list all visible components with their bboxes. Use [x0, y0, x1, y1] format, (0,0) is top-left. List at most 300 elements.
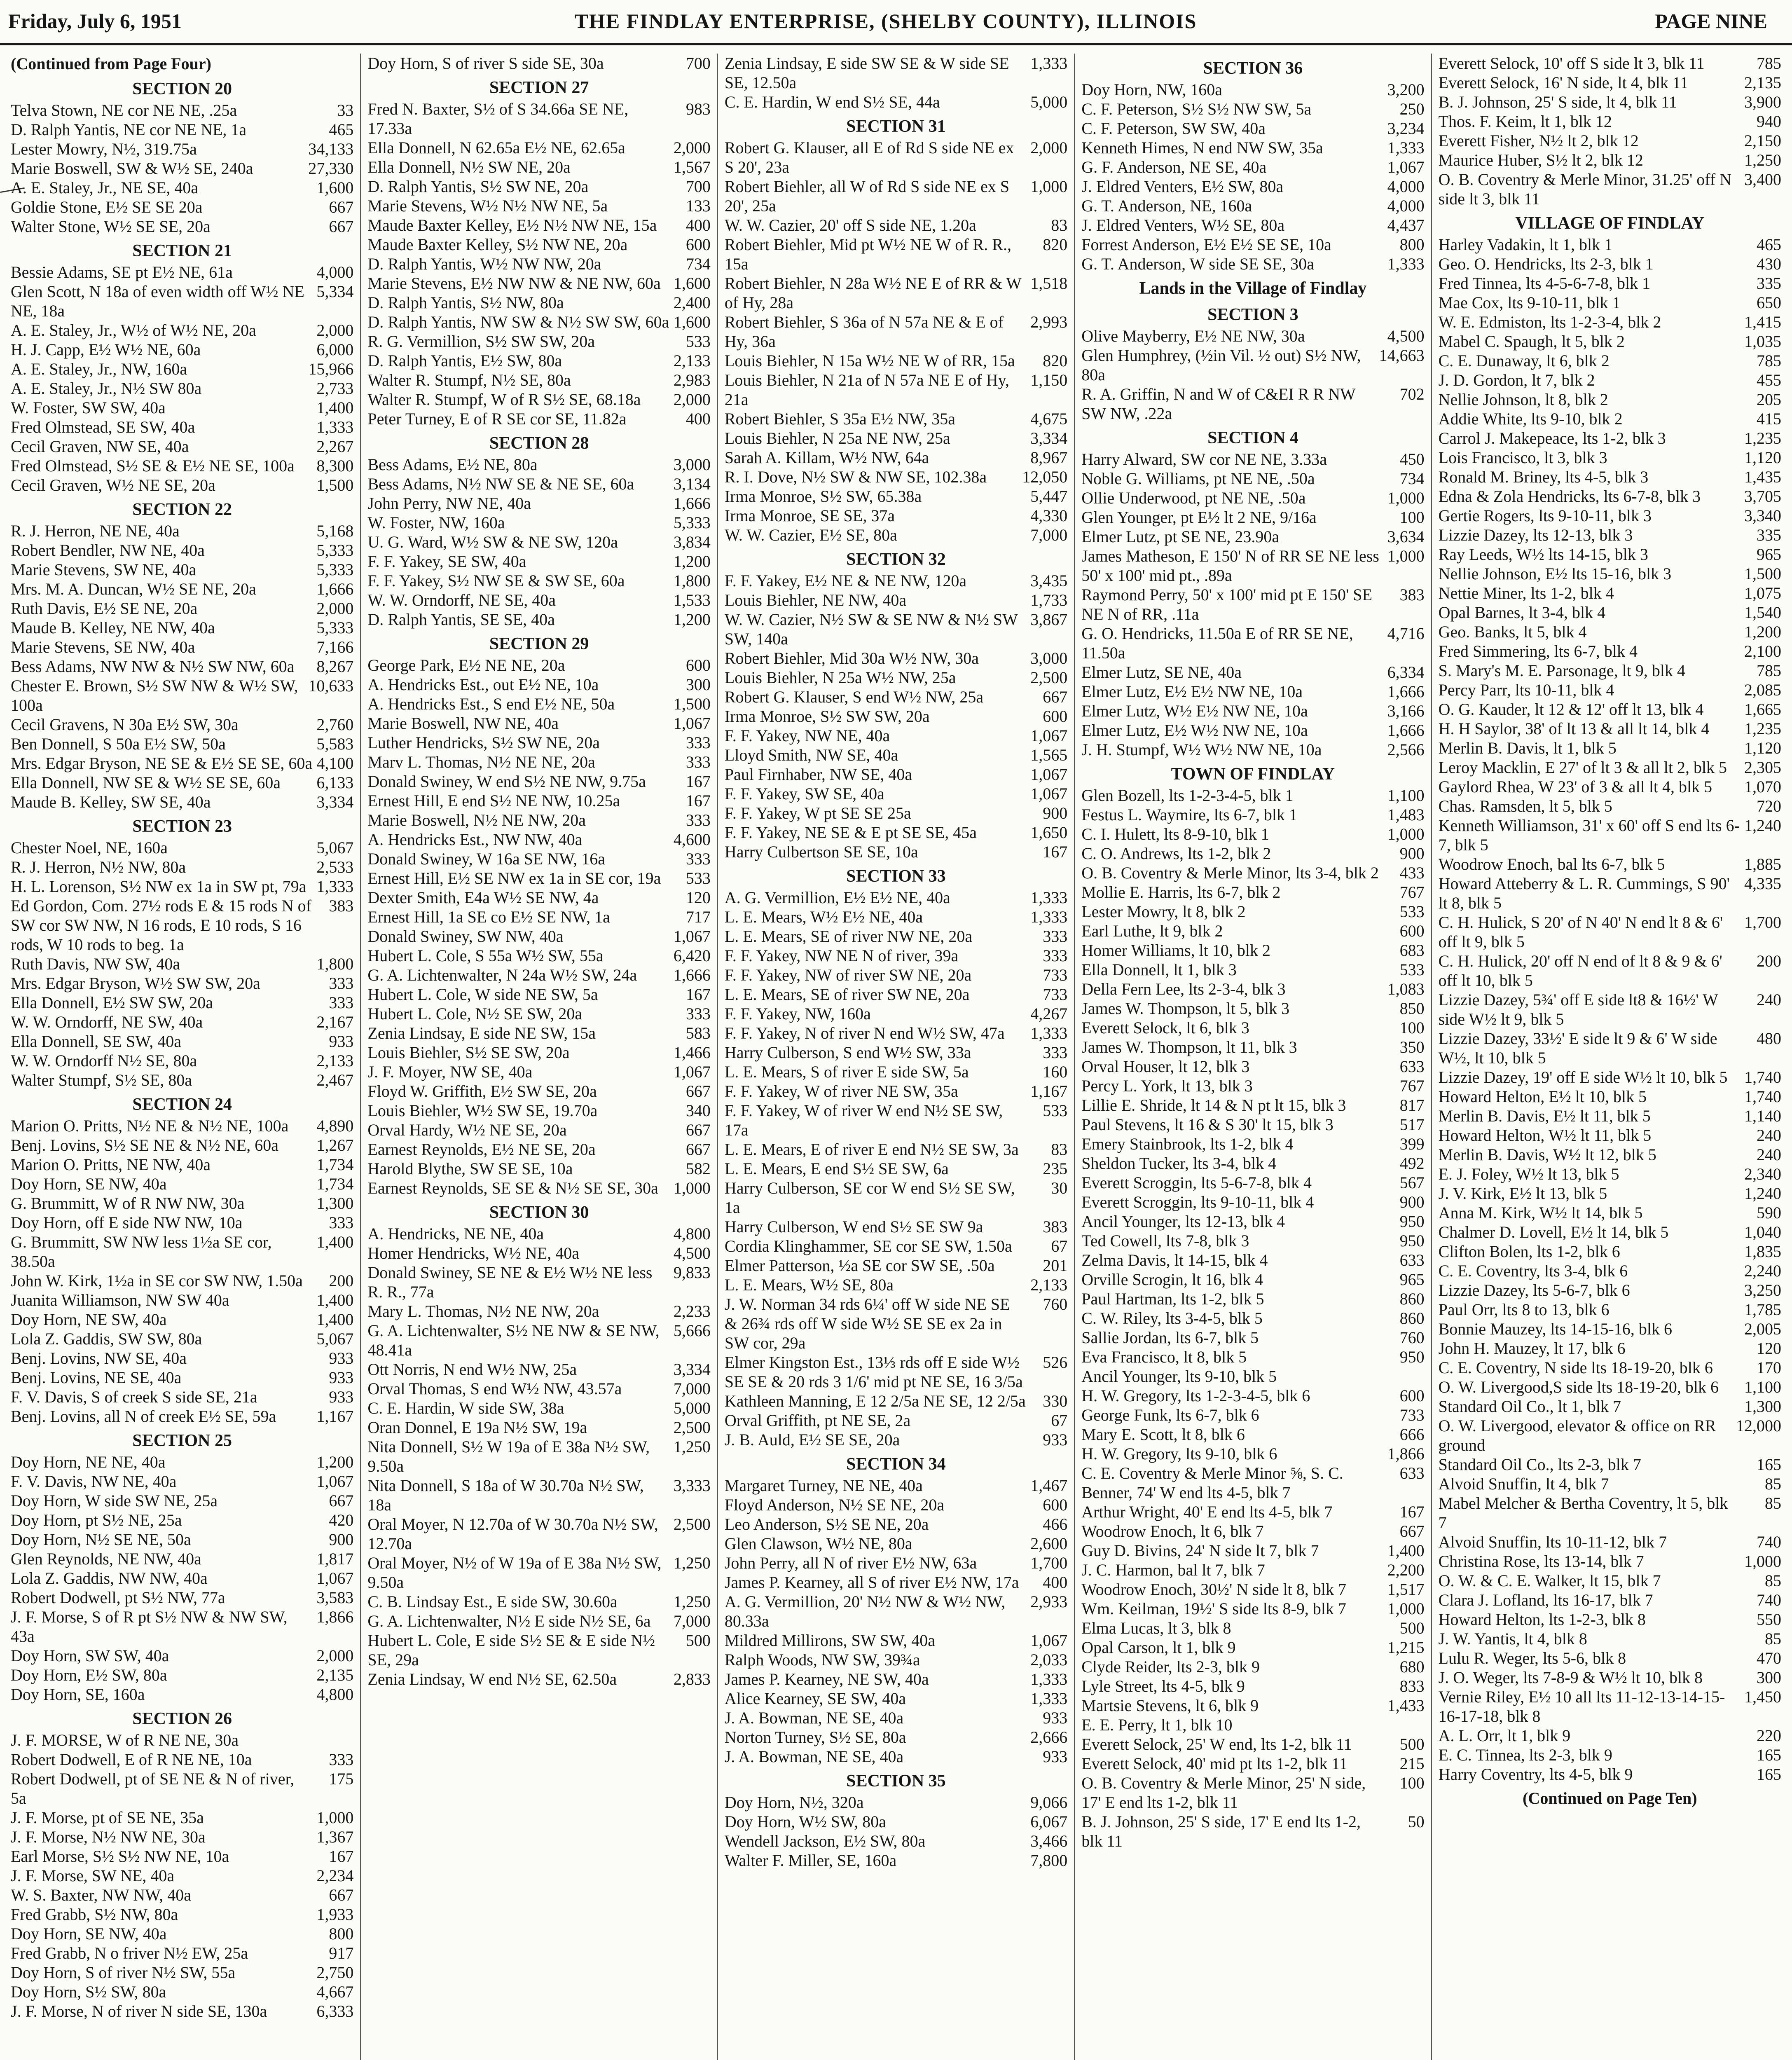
- entry-value: 1,333: [1030, 54, 1068, 73]
- property-entry: [1081, 1696, 1424, 1715]
- entry-description: Marie Stevens, SW NE, 40a: [11, 560, 197, 579]
- entry-value: 480: [1757, 1029, 1782, 1048]
- entry-description: Guy D. Bivins, 24' N side lt 7, blk 7: [1081, 1541, 1319, 1560]
- entry-description: Donald Swiney, W 16a SE NW, 16a: [367, 850, 606, 868]
- entry-value: 2,135: [1744, 73, 1782, 92]
- entry-description: Zelma Davis, lt 14-15, blk 4: [1081, 1251, 1268, 1269]
- entry-value: 2,833: [673, 1670, 711, 1688]
- entry-value: 333: [329, 974, 354, 993]
- entry-description: Lizzie Dazey, 19' off E side W½ lt 10, blk 5: [1438, 1068, 1728, 1086]
- property-entry: [725, 1476, 1067, 1495]
- property-entry: [11, 1348, 353, 1368]
- entry-value: 4,800: [316, 1685, 354, 1704]
- entry-description: E. J. Foley, W½ lt 13, blk 5: [1438, 1165, 1619, 1183]
- entry-value: 167: [1399, 1503, 1425, 1521]
- entry-description: John H. Mauzey, lt 17, blk 6: [1438, 1339, 1626, 1358]
- entry-value: 2,267: [316, 437, 354, 456]
- entry-value: 1,866: [316, 1608, 354, 1626]
- entry-description: U. G. Ward, W½ SW & NE SW, 120a: [367, 533, 618, 551]
- entry-value: 583: [685, 1024, 711, 1042]
- entry-value: 533: [685, 869, 711, 887]
- entry-description: Cecil Graven, NW SE, 40a: [11, 437, 189, 456]
- entry-value: 7,166: [316, 638, 354, 656]
- property-entry: [1439, 816, 1781, 854]
- entry-description: Robert Biehler, N 28a W½ NE E of RR & W of Hy, 28a: [724, 274, 1022, 312]
- entry-description: J. F. Moyer, NW SE, 40a: [367, 1063, 533, 1081]
- entry-value: 8,967: [1030, 448, 1068, 467]
- property-entry: [1439, 274, 1781, 293]
- entry-value: 250: [1399, 100, 1425, 118]
- property-entry: [1081, 1115, 1424, 1134]
- entry-description: Harry Culbertson SE SE, 10a: [724, 843, 918, 861]
- entry-value: 10,633: [308, 677, 354, 695]
- entry-description: Everett Fisher, N½ lt 2, blk 12: [1438, 131, 1639, 150]
- entry-description: Maurice Huber, S½ lt 2, blk 12: [1438, 151, 1643, 169]
- section-heading: SECTION 28: [489, 434, 589, 453]
- entry-description: Raymond Perry, 50' x 100' mid pt E 150' SE NE N of RR, .11a: [1081, 585, 1372, 623]
- property-entry: [1081, 1773, 1424, 1812]
- entry-description: Louis Biehler, N 25a W½ NW, 25a: [724, 668, 956, 687]
- entry-description: R. I. Dove, N½ SW & NW SE, 102.38a: [724, 468, 987, 486]
- page-header: [0, 0, 1792, 45]
- entry-value: 4,437: [1387, 216, 1425, 234]
- property-entry: [1081, 979, 1424, 999]
- entry-value: 7,000: [1030, 526, 1068, 544]
- property-entry: [367, 1398, 710, 1418]
- entry-value: 600: [1399, 922, 1425, 940]
- property-entry: [11, 1032, 353, 1051]
- property-entry: [367, 177, 710, 196]
- entry-value: 1,333: [1030, 1670, 1068, 1688]
- entry-value: 9,833: [673, 1263, 711, 1282]
- property-entry: [11, 1116, 353, 1135]
- entry-description: J. A. Bowman, NE SE, 40a: [724, 1709, 904, 1727]
- property-entry: [11, 1665, 353, 1685]
- property-entry: [725, 487, 1067, 506]
- entry-description: Doy Horn, pt S½ NE, 25a: [11, 1511, 182, 1529]
- entry-description: Elmer Lutz, E½ E½ NW NE, 10a: [1081, 682, 1303, 701]
- entry-value: 1,885: [1744, 855, 1782, 873]
- entry-value: 1,333: [1387, 255, 1425, 273]
- entry-value: 4,716: [1387, 624, 1425, 643]
- property-entry: [1081, 99, 1424, 119]
- entry-description: C. F. Peterson, SW SW, 40a: [1081, 119, 1266, 138]
- entry-description: Thos. F. Keim, lt 1, blk 12: [1438, 112, 1612, 131]
- property-entry: [725, 409, 1067, 428]
- entry-value: 850: [1399, 999, 1425, 1018]
- entry-value: 740: [1757, 1591, 1782, 1609]
- column-1: [4, 54, 361, 2060]
- property-entry: [725, 525, 1067, 545]
- entry-description: Eva Francisco, lt 8, blk 5: [1081, 1348, 1247, 1366]
- entry-description: Opal Carson, lt 1, blk 9: [1081, 1638, 1236, 1657]
- property-entry: [367, 215, 710, 235]
- entry-value: 85: [1765, 1629, 1782, 1648]
- continued-from-note: (Continued from Page Four): [11, 54, 211, 73]
- entry-value: 2,240: [1744, 1262, 1782, 1280]
- entry-value: 85: [1765, 1494, 1782, 1512]
- entry-description: Gertie Rogers, lts 9-10-11, blk 3: [1438, 506, 1652, 525]
- entry-value: 12,000: [1736, 1416, 1782, 1435]
- entry-value: 6,133: [316, 773, 354, 792]
- entry-description: S. Mary's M. E. Parsonage, lt 9, blk 4: [1438, 661, 1686, 680]
- entry-description: Paul Firnhaber, NW SE, 40a: [724, 765, 912, 784]
- entry-value: 333: [329, 993, 354, 1012]
- entry-description: R. J. Herron, NE NE, 40a: [11, 522, 180, 540]
- property-entry: [1081, 80, 1424, 99]
- entry-description: Marie Stevens, W½ N½ NW NE, 5a: [367, 197, 608, 215]
- property-entry: [725, 707, 1067, 726]
- entry-value: 200: [329, 1271, 354, 1290]
- property-entry: [367, 1023, 710, 1043]
- property-entry: [11, 359, 353, 379]
- entry-value: 2,000: [1030, 138, 1068, 157]
- entry-value: 7,800: [1030, 1851, 1068, 1870]
- entry-description: James W. Thompson, lt 5, blk 3: [1081, 999, 1290, 1018]
- property-entry: [11, 321, 353, 340]
- property-entry: [1439, 351, 1781, 370]
- entry-description: Wendell Jackson, E½ SW, 80a: [724, 1832, 926, 1850]
- entry-value: 567: [1399, 1173, 1425, 1192]
- entry-description: Walter Stumpf, S½ SE, 80a: [11, 1071, 192, 1089]
- property-entry: [1081, 1154, 1424, 1173]
- entry-description: E. E. Perry, lt 1, blk 10: [1081, 1716, 1233, 1734]
- entry-description: F. F. Yakey, NW NE N of river, 39a: [724, 946, 959, 965]
- entry-description: G. Brummitt, SW NW less 1½a SE cor, 38.50a: [11, 1233, 272, 1271]
- entry-description: Fred N. Baxter, S½ of S 34.66a SE NE, 17.33a: [367, 100, 629, 138]
- entry-value: 415: [1757, 410, 1782, 428]
- entry-description: Benj. Lovins, S½ SE NE & N½ NE, 60a: [11, 1136, 278, 1154]
- entry-value: 1,200: [673, 610, 711, 629]
- entry-value: 240: [1757, 1145, 1782, 1164]
- property-entry: [725, 985, 1067, 1004]
- entry-description: Forrest Anderson, E½ E½ SE SE, 10a: [1081, 235, 1331, 254]
- property-entry: [1081, 1192, 1424, 1212]
- entry-description: F. F. Yakey, E½ NE & NE NW, 120a: [724, 571, 967, 590]
- entry-description: Martsie Stevens, lt 6, blk 9: [1081, 1696, 1259, 1715]
- entry-value: 1,067: [316, 1569, 354, 1587]
- section-heading: SECTION 26: [132, 1709, 232, 1728]
- entry-description: Howard Helton, lts 1-2-3, blk 8: [1438, 1610, 1646, 1629]
- entry-description: Harry Culberson, S end W½ SW, 33a: [724, 1043, 971, 1062]
- entry-description: Mary E. Scott, lt 8, blk 6: [1081, 1425, 1245, 1444]
- property-entry: [367, 1302, 710, 1321]
- entry-description: J. Eldred Venters, W½ SE, 80a: [1081, 216, 1285, 234]
- property-entry: [725, 745, 1067, 765]
- property-entry: [725, 1217, 1067, 1236]
- property-entry: [1081, 1289, 1424, 1309]
- property-entry: [725, 1295, 1067, 1353]
- entry-description: Margaret Turney, NE NE, 40a: [724, 1476, 923, 1495]
- entry-description: Sarah A. Killam, W½ NW, 64a: [724, 448, 929, 467]
- entry-value: 1,785: [1744, 1300, 1782, 1319]
- property-entry: [367, 985, 710, 1004]
- entry-value: 1,600: [673, 274, 711, 293]
- entry-value: 1,567: [673, 158, 711, 176]
- entry-value: 900: [1043, 804, 1068, 822]
- entry-description: W. W. Cazier, N½ SW & SE NW & N½ SW SW, 140a: [724, 610, 1018, 648]
- property-entry: [11, 792, 353, 812]
- entry-value: 1,250: [673, 1592, 711, 1611]
- entry-value: 1,000: [1387, 1599, 1425, 1618]
- property-entry: [1081, 196, 1424, 215]
- property-entry: [367, 513, 710, 532]
- entry-value: 4,600: [673, 830, 711, 849]
- entry-value: 465: [1757, 235, 1782, 254]
- entry-description: H. W. Gregory, lts 9-10, blk 6: [1081, 1444, 1277, 1463]
- entry-value: 3,634: [1387, 527, 1425, 546]
- entry-description: Irma Monroe, S½ SW, 65.38a: [724, 487, 922, 506]
- entry-value: 1,040: [1744, 1223, 1782, 1241]
- entry-value: 2,500: [1030, 668, 1068, 687]
- property-entry: [1439, 1726, 1781, 1745]
- entry-description: D. Ralph Yantis, NE cor NE NE, 1a: [11, 120, 247, 139]
- property-entry: [1439, 1494, 1781, 1532]
- entry-value: 333: [329, 1213, 354, 1232]
- entry-description: O. B. Coventry & Merle Minor, 31.25' off N side lt 3, blk 11: [1438, 170, 1732, 208]
- property-entry: [1081, 1057, 1424, 1076]
- entry-value: 1,000: [1387, 489, 1425, 507]
- entry-description: B. J. Johnson, 25' S side, 17' E end lts 1-2, blk 11: [1081, 1812, 1361, 1850]
- property-entry: [725, 726, 1067, 745]
- entry-description: C. W. Riley, lts 3-4-5, blk 5: [1081, 1309, 1263, 1327]
- property-entry: [725, 1708, 1067, 1728]
- property-entry: [367, 351, 710, 370]
- property-entry: [725, 54, 1067, 92]
- entry-description: Ruth Davis, E½ SE NE, 20a: [11, 599, 198, 618]
- entry-description: Ed Gordon, Com. 27½ rods E & 15 rods N of SW cor SW NW, N 16 rods, E 10 rods, S 16 rods, W 10 rods to beg. 1a: [11, 897, 311, 954]
- entry-value: 717: [685, 908, 711, 926]
- property-entry: [11, 541, 353, 560]
- entry-description: Mollie E. Harris, lts 6-7, blk 2: [1081, 883, 1281, 901]
- entry-value: 1,240: [1744, 816, 1782, 835]
- entry-description: Mabel Melcher & Bertha Coventry, lt 5, blk 7: [1438, 1494, 1728, 1532]
- entry-description: Lulu R. Weger, lts 5-6, blk 8: [1438, 1649, 1626, 1667]
- entry-value: 433: [1399, 864, 1425, 882]
- property-entry: [367, 293, 710, 312]
- property-entry: [725, 1062, 1067, 1082]
- entry-description: Della Fern Lee, lts 2-3-4, blk 3: [1081, 980, 1286, 998]
- property-entry: [1081, 863, 1424, 883]
- entry-value: 1,067: [673, 1063, 711, 1081]
- property-entry: [1439, 913, 1781, 951]
- property-entry: [1439, 92, 1781, 112]
- entry-description: J. H. Stumpf, W½ W½ NW NE, 10a: [1081, 740, 1322, 759]
- property-entry: [1081, 384, 1424, 423]
- entry-description: Doy Horn, SE, 160a: [11, 1685, 145, 1704]
- property-entry: [725, 1236, 1067, 1256]
- entry-value: 2,000: [673, 138, 711, 157]
- entry-description: Chas. Ramsden, lt 5, blk 5: [1438, 797, 1612, 815]
- entry-value: 950: [1399, 1231, 1425, 1250]
- entry-value: 100: [1399, 1018, 1425, 1037]
- entry-value: 667: [1043, 688, 1068, 706]
- entry-description: Irma Monroe, SE SE, 37a: [724, 506, 895, 525]
- entry-description: Ernest Hill, E end S½ NE NW, 10.25a: [367, 791, 620, 810]
- property-entry: [1439, 758, 1781, 777]
- entry-value: 500: [1399, 1619, 1425, 1637]
- entry-value: 3,867: [1030, 610, 1068, 629]
- entry-description: Ella Donnell, N 62.65a E½ NE, 62.65a: [367, 138, 625, 157]
- entry-description: Hubert L. Cole, N½ SE SW, 20a: [367, 1004, 583, 1023]
- property-entry: [367, 138, 710, 157]
- entry-description: Benj. Lovins, all N of creek E½ SE, 59a: [11, 1407, 276, 1426]
- entry-value: 27,330: [308, 159, 354, 178]
- entry-value: 2,200: [1387, 1561, 1425, 1579]
- property-entry: [1439, 1203, 1781, 1222]
- entry-value: 9,066: [1030, 1793, 1068, 1812]
- property-entry: [1439, 1300, 1781, 1319]
- page-number: PAGE NINE: [1655, 9, 1767, 33]
- entry-description: Bess Adams, N½ NW SE & NE SE, 60a: [367, 475, 634, 493]
- property-entry: [725, 1553, 1067, 1573]
- entry-value: 201: [1043, 1256, 1068, 1275]
- entry-value: 215: [1399, 1754, 1425, 1773]
- entry-value: 1,740: [1744, 1068, 1782, 1086]
- property-entry: [1439, 487, 1781, 506]
- property-entry: [367, 157, 710, 177]
- entry-description: C. E. Coventry & Merle Minor ⅝, S. C. Benner, 74' W end lts 4-5, blk 7: [1081, 1464, 1343, 1502]
- property-entry: [1081, 1638, 1424, 1657]
- property-entry: [367, 332, 710, 351]
- entry-description: G. T. Anderson, NE, 160a: [1081, 197, 1252, 215]
- property-entry: [11, 1730, 353, 1750]
- property-entry: [1081, 546, 1424, 585]
- entry-value: 83: [1051, 216, 1068, 234]
- property-entry: [11, 1012, 353, 1032]
- property-entry: [1439, 777, 1781, 796]
- entry-description: D. Ralph Yantis, SE SE, 40a: [367, 610, 555, 629]
- property-entry: [11, 1530, 353, 1549]
- entry-description: F. F. Yakey, S½ NW SE & SW SE, 60a: [367, 571, 625, 590]
- entry-value: 680: [1399, 1657, 1425, 1676]
- entry-description: Marion O. Pritts, N½ NE & N½ NE, 100a: [11, 1117, 289, 1135]
- property-entry: [11, 1510, 353, 1530]
- entry-value: 4,000: [1387, 197, 1425, 215]
- entry-value: 3,200: [1387, 80, 1425, 99]
- entry-value: 67: [1051, 1411, 1068, 1430]
- property-entry: [1081, 119, 1424, 138]
- entry-description: Peter Turney, E of R SE cor SE, 11.82a: [367, 410, 627, 428]
- entry-description: Doy Horn, SE NW, 40a: [11, 1924, 167, 1943]
- property-entry: [367, 1592, 710, 1611]
- entry-description: Elma Lucas, lt 3, blk 8: [1081, 1619, 1231, 1637]
- entry-value: 2,666: [1030, 1728, 1068, 1746]
- entry-value: 5,067: [316, 838, 354, 857]
- property-entry: [1439, 1397, 1781, 1416]
- entry-value: 533: [1399, 902, 1425, 921]
- property-entry: [1081, 1502, 1424, 1522]
- entry-value: 4,000: [1387, 177, 1425, 196]
- property-entry: [1081, 844, 1424, 863]
- property-entry: [1081, 1347, 1424, 1367]
- entry-description: Zenia Lindsay, E side SW SE & W side SE SE, 12.50a: [724, 54, 1009, 92]
- entry-value: 383: [329, 897, 354, 915]
- entry-description: Louis Biehler, NE NW, 40a: [724, 591, 907, 609]
- entry-description: Cordia Klinghammer, SE cor SE SW, 1.50a: [724, 1237, 1012, 1255]
- entry-value: 3,400: [1744, 170, 1782, 189]
- entry-description: James Matheson, E 150' N of RR SE NE less 50' x 100' mid pt., .89a: [1081, 547, 1379, 585]
- property-entry: [1081, 1076, 1424, 1096]
- entry-description: J. O. Weger, lts 7-8-9 & W½ lt 10, blk 8: [1438, 1668, 1703, 1687]
- property-entry: [725, 1728, 1067, 1747]
- entry-description: R. J. Herron, N½ NW, 80a: [11, 858, 186, 876]
- property-entry: [1439, 874, 1781, 913]
- entry-description: C. E. Coventry, lts 3-4, blk 6: [1438, 1262, 1628, 1280]
- entry-description: Dexter Smith, E4a W½ SE NW, 4a: [367, 888, 599, 907]
- entry-value: 940: [1757, 112, 1782, 131]
- property-entry: [367, 474, 710, 494]
- property-entry: [1081, 1367, 1424, 1386]
- entry-value: 517: [1399, 1115, 1425, 1134]
- property-entry: [725, 1430, 1067, 1449]
- entry-description: W. W. Orndorff N½ SE, 80a: [11, 1051, 197, 1070]
- property-entry: [11, 1329, 353, 1348]
- entry-value: 2,733: [316, 379, 354, 398]
- section-heading: SECTION 33: [846, 867, 946, 886]
- property-entry: [1439, 719, 1781, 738]
- property-entry: [1081, 1018, 1424, 1037]
- entry-value: 1,517: [1387, 1580, 1425, 1599]
- entry-description: Ralph Woods, NW SW, 39¾a: [724, 1650, 920, 1669]
- entry-value: 1,100: [1387, 786, 1425, 805]
- entry-value: 1,240: [1744, 1184, 1782, 1203]
- property-entry: [725, 1159, 1067, 1178]
- entry-value: 667: [685, 1121, 711, 1139]
- property-entry: [725, 138, 1067, 177]
- entry-value: 2,566: [1387, 740, 1425, 759]
- entry-description: Walter R. Stumpf, N½ SE, 80a: [367, 371, 571, 389]
- entry-value: 600: [685, 235, 711, 254]
- entry-value: 4,000: [316, 263, 354, 281]
- property-entry: [1439, 622, 1781, 641]
- entry-description: Telva Stown, NE cor NE NE, .25a: [11, 101, 237, 119]
- entry-description: Christina Rose, lts 13-14, blk 7: [1438, 1552, 1644, 1571]
- entry-description: W. E. Edmiston, lts 1-2-3-4, blk 2: [1438, 313, 1661, 331]
- property-entry: [11, 1310, 353, 1329]
- section-heading: SECTION 3: [1207, 305, 1298, 324]
- property-entry: [1081, 138, 1424, 157]
- property-entry: [1439, 332, 1781, 351]
- entry-value: 3,134: [673, 475, 711, 493]
- entry-description: Orval Houser, lt 12, blk 3: [1081, 1057, 1250, 1076]
- entry-description: Doy Horn, N½ SE NE, 50a: [11, 1530, 191, 1549]
- entry-description: Ronald M. Briney, lts 4-5, blk 3: [1438, 468, 1649, 486]
- entry-description: G. T. Anderson, W side SE SE, 30a: [1081, 255, 1315, 273]
- entry-description: G. A. Lichtenwalter, S½ NE NW & SE NW, 48.41a: [367, 1321, 660, 1359]
- entry-description: G. Brummitt, W of R NW NW, 30a: [11, 1194, 245, 1213]
- entry-value: 333: [685, 1004, 711, 1023]
- property-entry: [11, 1232, 353, 1271]
- tax-list-columns: [4, 54, 1788, 2060]
- property-entry: [1439, 1552, 1781, 1571]
- entry-description: Merlin B. Davis, W½ lt 12, blk 5: [1438, 1145, 1656, 1164]
- entry-value: 120: [1757, 1339, 1782, 1358]
- property-entry: [725, 1256, 1067, 1275]
- entry-value: 167: [329, 1847, 354, 1866]
- entry-value: 1,666: [1387, 721, 1425, 740]
- property-entry: [1439, 409, 1781, 428]
- property-entry: [725, 927, 1067, 946]
- entry-value: 767: [1399, 1077, 1425, 1095]
- property-entry: [367, 1082, 710, 1101]
- entry-value: 533: [1043, 1101, 1068, 1120]
- entry-value: 85: [1765, 1571, 1782, 1590]
- entry-description: J. F. Morse, pt of SE NE, 35a: [11, 1808, 204, 1827]
- entry-value: 167: [685, 772, 711, 791]
- entry-value: 170: [1757, 1358, 1782, 1377]
- entry-value: 2,340: [1744, 1165, 1782, 1183]
